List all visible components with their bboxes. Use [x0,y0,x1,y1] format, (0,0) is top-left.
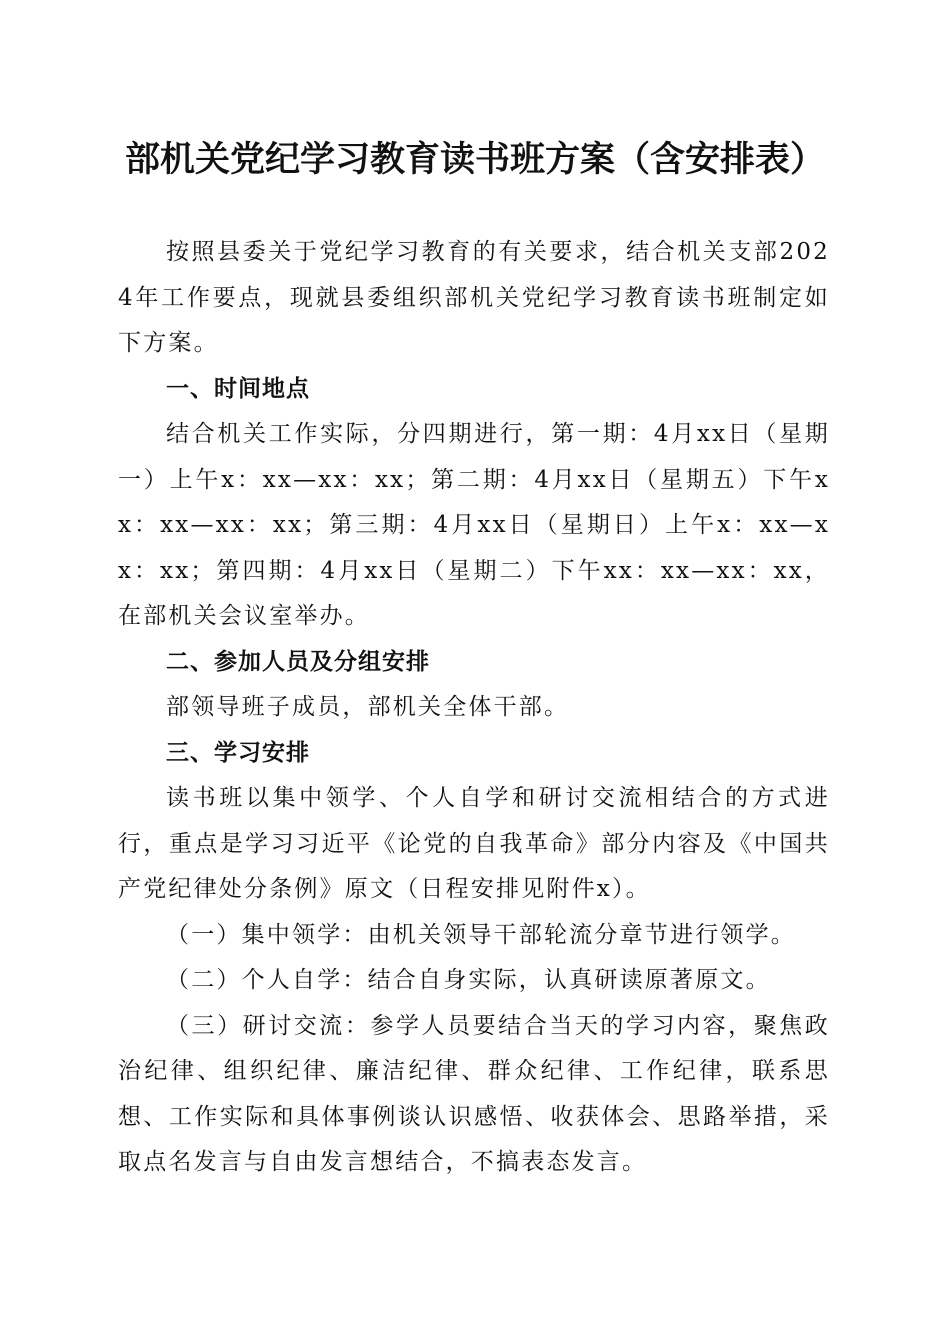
section-heading-time-place: 一、时间地点 [166,375,310,402]
document-title: 部机关党纪学习教育读书班方案（含安排表） [124,140,825,180]
study-item-concentrated: （一）集中领学：由机关领导干部轮流分章节进行领学。 [166,921,796,948]
time-place-paragraph: 结合机关工作实际，分四期进行，第一期：4月xx日（星期一）上午x：xx—xx：xx；第二期：4月xx日（星期五）下午xx：xx—xx：xx；第三期：4月xx日（星期日）上午x：xx—xx：xx；第四期：4月xx日（星期二）下午xx：xx—xx：xx，在部机关会议室举办。 [118,421,830,629]
study-plan-paragraph: 读书班以集中领学、个人自学和研讨交流相结合的方式进行，重点是学习习近平《论党的自我革命》部分内容及《中国共产党纪律处分条例》原文（日程安排见附件x）。 [118,785,830,902]
intro-paragraph: 按照县委关于党纪学习教育的有关要求，结合机关支部2024年工作要点，现就县委组织部机关党纪学习教育读书班制定如下方案。 [118,239,830,356]
section-heading-study-plan: 三、学习安排 [166,739,310,766]
participants-paragraph: 部领导班子成员，部机关全体干部。 [166,694,570,720]
document-body [118,230,830,1186]
section-heading-participants: 二、参加人员及分组安排 [166,648,430,675]
study-item-self: （二）个人自学：结合自身实际，认真研读原著原文。 [166,967,771,993]
study-item-discussion: （三）研讨交流：参学人员要结合当天的学习内容，聚焦政治纪律、组织纪律、廉洁纪律、群众纪律、工作纪律，联系思想、工作实际和具体事例谈认识感悟、收获体会、思路举措，采取点名发言与自由发言想结合，不搞表态发言。 [118,1012,830,1175]
